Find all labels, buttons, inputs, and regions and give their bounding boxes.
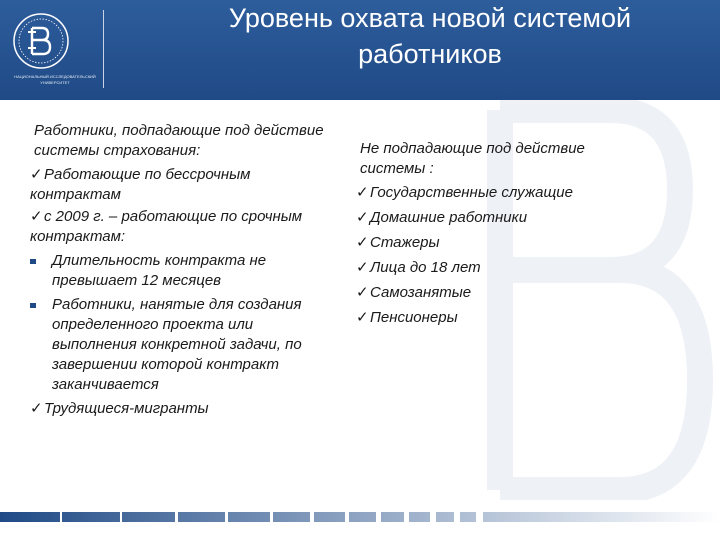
bullet-square-icon: [30, 259, 36, 264]
list-item-text: Лица до 18 лет: [370, 259, 481, 276]
list-item: [30, 399, 340, 419]
excluded-intro: Не подпадающие под действие системы :: [360, 140, 585, 177]
list-item: [356, 233, 646, 253]
footer-gradient-bar: [0, 512, 720, 522]
list-item: [30, 251, 340, 291]
list-item: [356, 283, 646, 303]
list-item-text: Государственные служащие: [370, 184, 573, 201]
title-line-1: Уровень охвата новой системой: [228, 3, 632, 33]
list-item-text: с 2009 г. – работающие по срочным контрактам:: [30, 208, 303, 245]
title-line-2: работников: [358, 39, 502, 69]
list-item-text: Длительность контракта не превышает 12 месяцев: [52, 252, 267, 289]
checkmark-icon: ✓: [356, 284, 369, 301]
checkmark-icon: ✓: [30, 208, 43, 225]
list-item-text: Трудящиеся-мигранты: [44, 400, 209, 417]
logo-divider: [103, 10, 104, 88]
checkmark-icon: ✓: [356, 234, 369, 251]
list-item-text: Работающие по бессрочным контрактам: [30, 166, 251, 203]
university-logo-icon: [12, 12, 70, 70]
list-item-text: Самозанятые: [370, 284, 472, 301]
header-banner: [0, 0, 720, 100]
covered-workers-column: [30, 121, 340, 421]
list-item: [356, 258, 646, 278]
checkmark-icon: ✓: [30, 166, 43, 183]
list-item-text: Пенсионеры: [370, 309, 458, 326]
list-item-text: Стажеры: [370, 234, 440, 251]
page-title: [150, 0, 710, 72]
list-item: [356, 308, 646, 328]
checkmark-icon: ✓: [30, 400, 43, 417]
checkmark-icon: ✓: [356, 184, 369, 201]
list-item: [30, 207, 340, 247]
excluded-workers-column: [356, 139, 646, 333]
bullet-square-icon: [30, 303, 36, 308]
covered-intro: Работники, подпадающие под действие системы страхования:: [34, 122, 324, 159]
list-item-text: Работники, нанятые для создания определенного проекта или выполнения конкретной задачи, по завершении которой контракт заканчивается: [52, 296, 302, 393]
list-item-text: Домашние работники: [370, 209, 528, 226]
checkmark-icon: ✓: [356, 259, 369, 276]
checkmark-icon: ✓: [356, 209, 369, 226]
checkmark-icon: ✓: [356, 309, 369, 326]
list-item: [30, 165, 340, 205]
list-item: [356, 208, 646, 228]
logo-caption: НАЦИОНАЛЬНЫЙ ИССЛЕДОВАТЕЛЬСКИЙ УНИВЕРСИТЕТ: [14, 74, 96, 85]
list-item: [356, 183, 646, 203]
list-item: [30, 295, 340, 395]
